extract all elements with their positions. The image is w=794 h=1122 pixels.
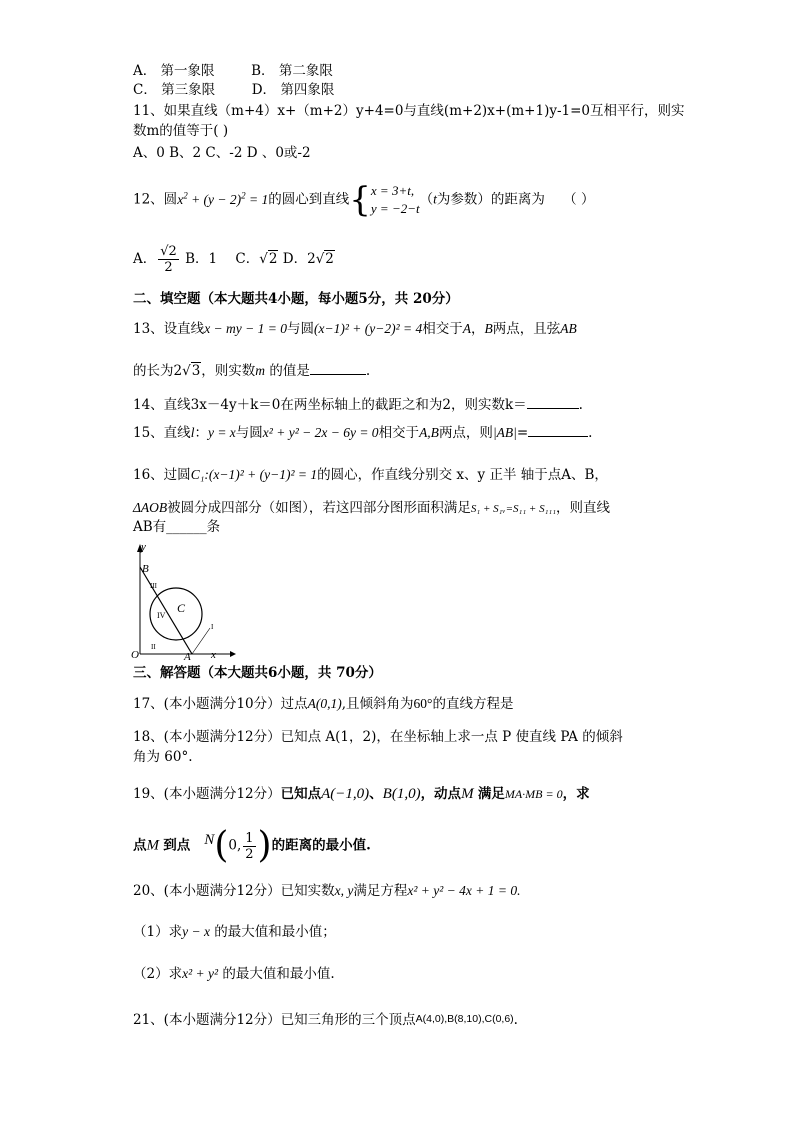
q17-prefix: 17、(本小题满分10分）过点 [133,696,308,712]
q19-vector-eq: MA·MB = 0 [504,787,563,801]
figure-region-1: I [211,623,214,631]
q15-points: A,B [419,425,439,440]
q20-part2 [133,965,335,983]
q12-t-var: t [433,191,437,207]
q12-option-a-frac [158,244,179,275]
q19-point-b: B(1,0) [382,786,421,802]
figure-region-2: II [151,643,156,651]
q12-suffix-b: 为参数）的距离为 [436,191,545,208]
q19-t4: 满足 [477,786,505,802]
q15-mid2: 相交于 [378,425,420,441]
q13-len-rad: 3 [191,363,201,379]
q19-t2: 、 [369,786,383,802]
q14-text: 14、直线3x－4y＋k＝0在两坐标轴上的截距之和为2，则实数k＝ [133,397,527,413]
q20-mid: 满足方程 [353,883,408,899]
q19-t3: ，动点 [420,786,462,802]
q12-suffix-a: （ [419,191,434,208]
q19-line1 [133,779,590,809]
q19-l2b: 到点 [163,837,191,854]
q12-system [371,182,420,218]
q12-option-d-val: 2 [325,251,334,267]
q13-chord: AB [560,321,577,336]
q19-t1: 已知点 [280,786,322,802]
q15-circle-eq: x² + y² − 2x − 6y = 0 [262,425,379,440]
q13-mid3: 两点，且弦 [492,321,561,337]
q19-var-m: M [461,786,474,802]
q20-vars: x, y [334,883,354,898]
q12-option-a-label: A． [133,251,157,267]
q19-n0: 0, [228,837,242,854]
q19-prefix: 19、(本小题满分12分） [133,786,281,802]
q14-answer-blank[interactable] [527,408,579,409]
q13-len-coef: 2 [173,363,183,379]
figure-region-4: IV [157,611,166,620]
q15-eqsign: = [516,425,529,441]
q12-eq1: x = 3+t, [370,183,415,198]
q19-line2 [133,820,371,866]
q11-line1: 11、如果直线（m+4）x+（m+2）y+4=0与直线(m+2)x+(m+1)y-1=0互相平行，则实 [133,103,685,119]
q19-point-a: A(−1,0) [321,786,370,802]
section3-title: 三、解答题（本大题共6小题，共 70分） [133,665,382,681]
q12-circle-eq: $x^2 + (y - 2)^2 = 1$ [177,190,269,207]
q18-line2: 角为 60°. [133,749,193,765]
q15-mid1: 与圆 [235,425,263,441]
q17-line [133,695,513,713]
figure-label-o: O [131,649,139,660]
q21-points: A(4,0),B(8,10),C(0,6) [415,1013,514,1025]
figure-region-3: III [150,582,157,590]
q13-point-a: A [462,321,472,336]
q12-option-c-val: 2 [268,251,278,267]
q12-option-b: B．1 [185,251,218,267]
q16-line1 [133,466,608,484]
q16-area-condition: S₁ + S₁ᵥ=S₁₁ + S₁₁₁ [470,503,557,515]
q13-var-m: m [255,363,266,378]
q20-p1b: 的最大值和最小值； [214,924,336,940]
q21-prefix: 21、(本小题满分12分）已知三角形的三个顶点 [133,1012,416,1028]
q12-option-a-num: √2 [160,244,177,259]
q13-mid2: 相交于 [422,321,463,337]
q16-prefix: 16、过圆 [133,467,191,483]
q19-paren-right: ) [257,825,272,866]
q17-suffix: 的直线方程是 [432,696,514,712]
q10-option-d: D． 第四象限 [251,82,335,98]
q16-rest2b: ，则直线 [556,500,611,516]
q20-line1 [133,882,521,900]
q17-point: A(0,1) [307,696,342,711]
q15-line-name: l [190,425,195,440]
q10-option-c: C． 第三象限 [133,82,216,98]
q19-n-frac [243,831,255,862]
q13-prefix: 13、设直线 [133,321,205,337]
figure-label-c: C [177,601,186,615]
q16-figure [130,538,240,660]
q13-point-b: B [484,321,493,336]
q19-paren-left: ( [214,825,229,866]
section2-title: 二、填空题（本大题共4小题，每小题5分，共 20分） [133,291,459,307]
q15-line: 15、直线l：y = x与圆x² + y² − 2x − 6y = 0相交于A,B两点，则|AB|= . [133,425,593,441]
q12-option-a-den: 2 [164,260,173,275]
q10-option-a: A． 第一象限 [133,63,215,79]
q13-circle-eq: (x−1)² + (y−2)² = 4 [314,321,423,336]
q12-eq2: y = −2−t [370,201,420,216]
q15-mid3: 两点，则 [438,425,493,441]
q16-line2 [133,499,610,518]
q13-line1 [133,320,577,338]
figure-x-arrow [230,651,236,657]
q17-degree: 60° [413,696,433,711]
q12-mid: 的圆心到直线 [268,191,350,208]
q13-line-eq: x − my − 1 = 0 [204,321,288,336]
figure-label-x: x [211,649,216,660]
q14-line: 14、直线3x－4y＋k＝0在两坐标轴上的截距之和为2，则实数k＝ . [133,397,583,413]
q16-rest1: 的圆心，作直线分别交 x、y 正半 轴于点A、B， [317,467,608,483]
q13-answer-blank[interactable] [310,374,366,375]
q21-suffix: . [513,1012,518,1028]
q20-prefix: 20、(本小题满分12分）已知实数 [133,883,335,899]
q20-p2b: 的最大值和最小值. [222,966,335,982]
q19-t5: ，求 [562,786,590,802]
q13-mid1: 与圆 [287,321,315,337]
q19-point-n: N [204,832,215,848]
q20-part1 [133,923,336,941]
q17-mid: ,且倾斜角为 [341,696,414,712]
q10-option-b: B． 第二象限 [251,63,333,79]
q19-n-den: 2 [245,846,254,862]
q13-comma: ， [471,321,485,337]
q19-l2c: 的距离的最小值. [271,837,371,854]
figure-label-y: y [141,541,146,553]
q12-option-c-label: C． [235,251,260,267]
q16-line3: AB有______条 [133,519,221,535]
q19-var-m2: M [146,837,159,854]
q13-len-mid: ，则实数 [201,363,256,379]
q20-p1-expr: y − x [182,924,210,939]
q10-options-row2 [133,81,334,99]
q15-line-eq: y = x [207,425,236,440]
q12-option-d-label: D．2 [282,251,316,267]
q12-answer-paren: （ ） [563,191,595,208]
q13-line2: 的长为2√3，则实数m 的值是 . [133,363,371,379]
q20-eq: x² + y² − 4x + 1 = 0. [407,883,521,898]
q15-abs: |AB| [492,425,517,440]
q11-options: A、0 B、2 C、-2 D 、0或-2 [133,145,311,161]
q11-line2: 数m的值等于( ) [133,123,229,139]
q13-len-suffix: 的值是 [269,363,310,379]
q19-n-num: 1 [245,830,254,846]
figure-label-b: B [142,563,149,575]
q16-rest2a: 被圆分成四部分（如图），若这四部分图形面积满足 [167,500,471,516]
q21-line [133,1010,518,1029]
q13-len-prefix: 的长为 [133,363,174,379]
q12-question [133,173,595,220]
q15-answer-blank[interactable] [528,436,588,437]
figure-label-a: A [184,651,191,660]
q16-triangle: ΔAOB [133,500,168,515]
q20-p1a: （1）求 [133,924,183,940]
q16-circle-eq: C₁:(x−1)² + (y−1)² = 1 [190,467,318,482]
q18-line1: 18、(本小题满分12分）已知点 A(1，2)，在坐标轴上求一点 P 使直线 PA 的倾斜 [133,729,623,745]
q19-l2a: 点 [133,837,147,854]
q12-options: A． $\frac{√2}{2}$ B．1 C．√2 D．2√2 [133,244,334,275]
q20-p2-expr: x² + y² [182,966,219,981]
q20-p2a: （2）求 [133,966,183,982]
q15-prefix: 15、直线 [133,425,191,441]
q10-options-row1 [133,62,333,80]
q12-brace: { [349,180,371,220]
q15-colon: ： [194,425,208,441]
q12-prefix: 12、圆 [133,191,178,208]
